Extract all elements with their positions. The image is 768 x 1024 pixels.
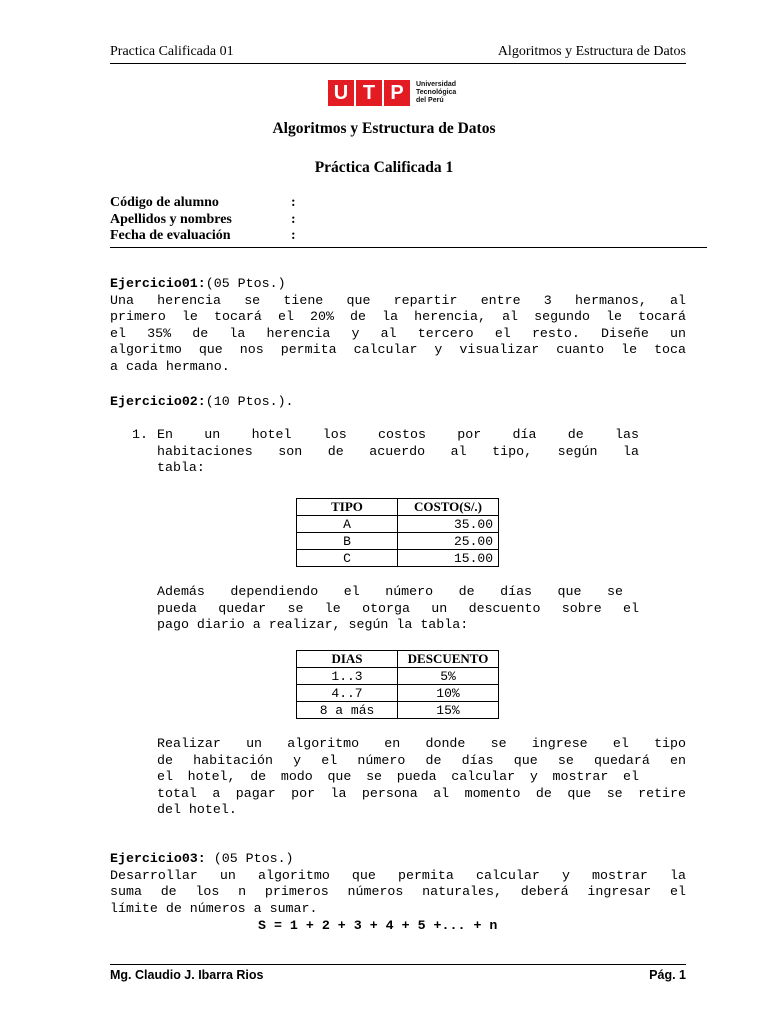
table-header-row: DIAS DESCUENTO bbox=[297, 651, 499, 668]
evaluation-date-row: Fecha de evaluación : bbox=[110, 228, 296, 243]
exercise-2-item-1: En un hotel los costos por día de las habitaciones son de acuerdo al tipo, según la tabla: bbox=[157, 427, 639, 475]
logo-letter-p: P bbox=[384, 80, 410, 106]
item-number: 1. bbox=[132, 427, 148, 442]
utp-logo bbox=[328, 80, 456, 106]
table-row: 4..7 10% bbox=[297, 685, 499, 702]
page-number: Pág. 1 bbox=[649, 968, 686, 982]
exercise-1: Ejercicio01:(05 Ptos.) Una herencia se tiene que repartir entre 3 hermanos, al primero le tocará el 20% de la herencia, al segundo le tocará el 35% de la herencia y al tercero el resto. Diseñe un algoritmo que nos permita calcular y visualizar cuanto le toca a cada hermano. bbox=[110, 276, 686, 374]
document-subtitle: Práctica Calificada 1 bbox=[314, 159, 454, 176]
table-header-row: TIPO COSTO(S/.) bbox=[297, 499, 499, 516]
exercise-2-discount-paragraph: Además dependiendo el número de días que se pueda quedar se le otorga un descuento sobre el pago diario a realizar, según la tabla: bbox=[157, 584, 639, 632]
table-row: B 25.00 bbox=[297, 533, 499, 550]
table-row: 1..3 5% bbox=[297, 668, 499, 685]
exercise-1-heading: Ejercicio01:(05 Ptos.) bbox=[110, 276, 286, 291]
exercise-3: Ejercicio03: (05 Ptos.) Desarrollar un algoritmo que permita calcular y mostrar la suma de los n primeros números naturales, deberá ingresar el límite de números a sumar. bbox=[110, 851, 686, 916]
logo-letter-t: T bbox=[356, 80, 382, 106]
exercise-3-heading: Ejercicio03: (05 Ptos.) bbox=[110, 851, 294, 866]
logo-letter-u: U bbox=[328, 80, 354, 106]
exercise-2-heading: Ejercicio02:(10 Ptos.). bbox=[110, 394, 294, 409]
footer-author: Mg. Claudio J. Ibarra Rios bbox=[110, 968, 264, 982]
table-row: C 15.00 bbox=[297, 550, 499, 567]
logo-text: Universidad Tecnológica del Perú bbox=[416, 81, 457, 104]
exercise-2-task-paragraph: Realizar un algoritmo en donde se ingrese el tipo de habitación y el número de días que se quedará en el hotel, de modo que se pueda calcular y mostrar el total a pagar por la persona al momento de que se retire del hotel. bbox=[157, 736, 686, 817]
page-footer bbox=[110, 964, 686, 982]
student-info bbox=[110, 195, 296, 245]
student-code-row: Código de alumno : bbox=[110, 195, 296, 210]
section-divider bbox=[110, 247, 707, 248]
discount-table bbox=[296, 650, 499, 719]
table-row: 8 a más 15% bbox=[297, 702, 499, 719]
header-course-code: Practica Calificada 01 bbox=[110, 44, 234, 59]
cost-table bbox=[296, 498, 499, 567]
table-row: A 35.00 bbox=[297, 516, 499, 533]
sum-formula: S = 1 + 2 + 3 + 4 + 5 +... + n bbox=[258, 918, 498, 933]
student-name-row: Apellidos y nombres : bbox=[110, 211, 296, 227]
header-course-name: Algoritmos y Estructura de Datos bbox=[497, 44, 686, 59]
document-title: Algoritmos y Estructura de Datos bbox=[272, 120, 496, 137]
page-header bbox=[110, 44, 686, 64]
